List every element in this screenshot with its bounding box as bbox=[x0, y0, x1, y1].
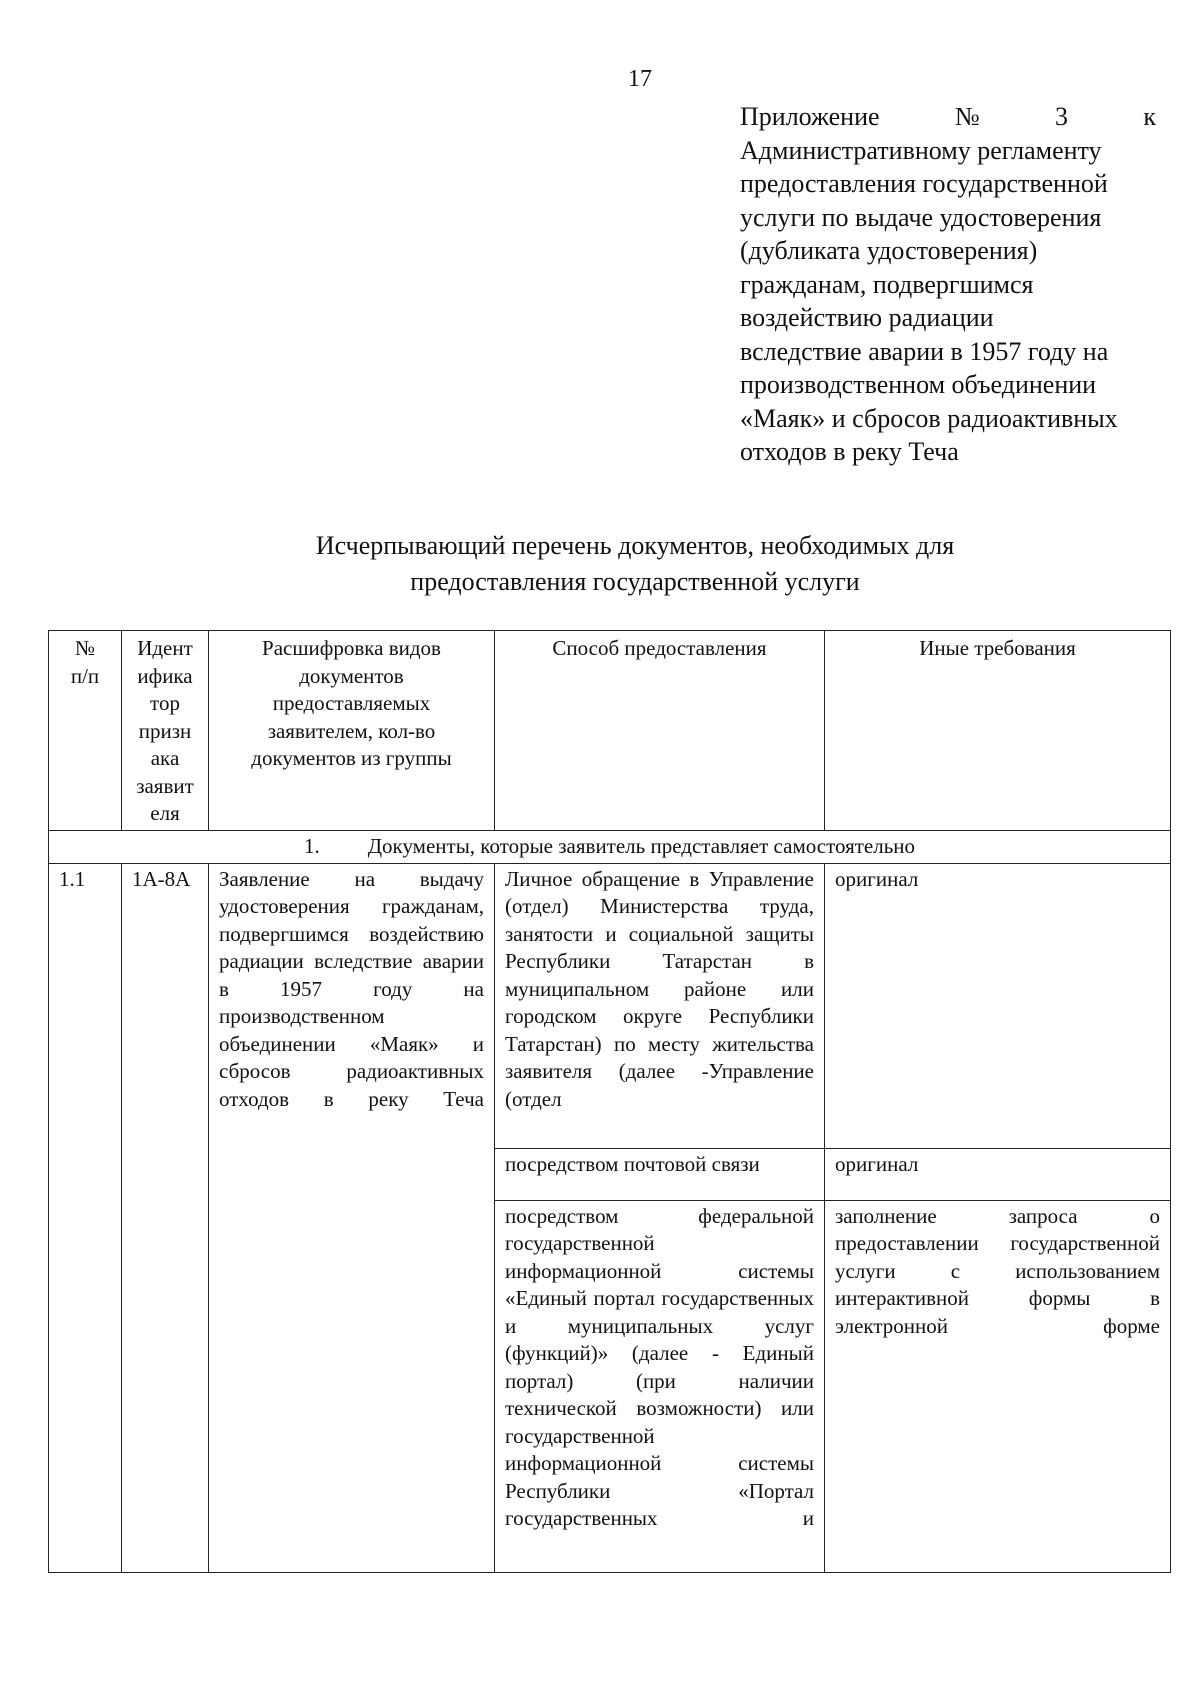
row-other-requirement: оригинал bbox=[825, 863, 1171, 1148]
appendix-line: отходов в реку Теча bbox=[740, 437, 959, 466]
row-number: 1.1 bbox=[49, 863, 122, 1572]
appendix-line: «Маяк» и сбросов радиоактивных bbox=[740, 403, 1118, 433]
appendix-first-line bbox=[740, 100, 1156, 134]
appendix-word: Приложение bbox=[740, 102, 880, 131]
row-decoding: Заявление на выдачу удостоверения гражданам, подвергшимся воздействию радиации вследствие аварии в 1957 году на производственном объединении «Маяк» и сбросов радиоактивных отходов в реку Теча bbox=[209, 863, 495, 1572]
row-identifier: 1А-8А bbox=[122, 863, 209, 1572]
appendix-word: № bbox=[954, 102, 980, 131]
page-number: 17 bbox=[628, 66, 652, 92]
appendix-line: (дубликата удостоверения) bbox=[740, 236, 1038, 265]
appendix-line: гражданам, подвергшимся bbox=[740, 269, 1034, 299]
section-number: 1. bbox=[303, 834, 320, 858]
document-title-line: Исчерпывающий перечень документов, необходимых для bbox=[315, 531, 955, 560]
row-method: Личное обращение в Управление (отдел) Министерства труда, занятости и социальной защиты Республики Татарстан в муниципальном районе или городском округе Республики Татарстан) по месту жительства заявителя (далее -Управление (отдел bbox=[495, 863, 825, 1148]
row-method: посредством почтовой связи bbox=[495, 1148, 825, 1200]
section-cell bbox=[49, 831, 1171, 864]
header-method: Способ предоставления bbox=[495, 631, 825, 831]
appendix-line: предоставления государственной bbox=[740, 169, 1108, 198]
row-other-requirement: заполнение запроса о предоставлении государственной услуги с использованием интерактивной формы в электронной форме bbox=[825, 1200, 1171, 1572]
appendix-block bbox=[740, 100, 1156, 469]
appendix-line: услуги по выдаче удостоверения bbox=[740, 202, 1102, 232]
header-other-requirements: Иные требования bbox=[825, 631, 1171, 831]
requirements-table bbox=[48, 630, 1171, 1573]
section-row bbox=[49, 831, 1171, 864]
appendix-line: производственном объединении bbox=[740, 370, 1097, 399]
appendix-line: воздействию радиации bbox=[740, 303, 994, 332]
document-title bbox=[250, 528, 1020, 600]
header-decoding: Расшифровка видов документов предоставляемых заявителем, кол-во документов из группы bbox=[209, 631, 495, 831]
appendix-word: к bbox=[1143, 102, 1156, 131]
row-method: посредством федеральной государственной информационной системы «Единый портал государственных и муниципальных услуг (функций)» (далее - Единый портал) (при наличии технической возможности) или государственной информационной системы Республики «Портал государственных и bbox=[495, 1200, 825, 1572]
row-other-requirement: оригинал bbox=[825, 1148, 1171, 1200]
appendix-word: 3 bbox=[1055, 102, 1069, 131]
header-number: № п/п bbox=[49, 631, 122, 831]
section-title: Документы, которые заявитель представляет самостоятельно bbox=[367, 834, 916, 858]
appendix-line: Административному регламенту bbox=[740, 135, 1102, 165]
table-row bbox=[49, 863, 1171, 1148]
table-header-row bbox=[49, 631, 1171, 831]
document-title-line: предоставления государственной услуги bbox=[410, 567, 860, 596]
header-identifier: Идент ифика тор призн ака заявит еля bbox=[122, 631, 209, 831]
appendix-line: вследствие аварии в 1957 году на bbox=[740, 336, 1109, 366]
